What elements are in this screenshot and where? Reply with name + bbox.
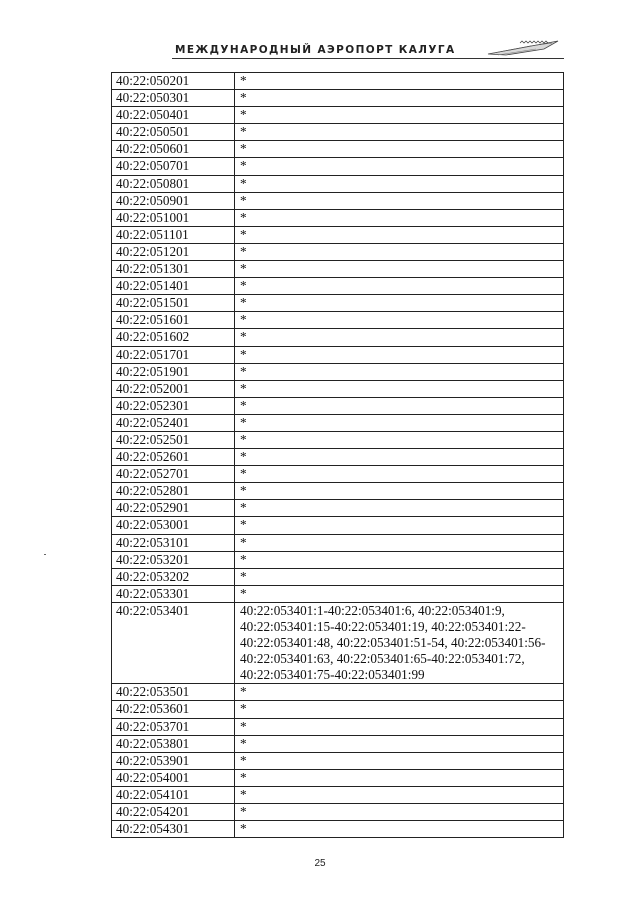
- table-row: [112, 107, 564, 124]
- value-cell: *: [235, 363, 564, 380]
- value-cell: *: [235, 312, 564, 329]
- value-cell: *: [235, 804, 564, 821]
- table-row: [112, 718, 564, 735]
- value-cell: *: [235, 769, 564, 786]
- cadastral-code-cell: 40:22:052701: [112, 466, 235, 483]
- value-cell: *: [235, 124, 564, 141]
- table-row: [112, 684, 564, 701]
- cadastral-code-cell: 40:22:053501: [112, 684, 235, 701]
- table-row: [112, 73, 564, 90]
- cadastral-code-cell: 40:22:052901: [112, 500, 235, 517]
- cadastral-code-cell: 40:22:053601: [112, 701, 235, 718]
- airport-logo-icon: [486, 38, 560, 60]
- table-row: [112, 346, 564, 363]
- table-row: [112, 209, 564, 226]
- value-cell: *: [235, 684, 564, 701]
- cadastral-code-cell: 40:22:053801: [112, 735, 235, 752]
- cadastral-code-cell: 40:22:053701: [112, 718, 235, 735]
- range-line: 40:22:053401:48, 40:22:053401:51-54, 40:22:053401:56-: [240, 635, 546, 651]
- cadastral-code-cell: 40:22:052301: [112, 397, 235, 414]
- cadastral-code-cell: 40:22:050801: [112, 175, 235, 192]
- range-line: 40:22:053401:63, 40:22:053401:65-40:22:053401:72,: [240, 651, 525, 667]
- value-cell: *: [235, 483, 564, 500]
- value-cell: *: [235, 500, 564, 517]
- table-row: [112, 261, 564, 278]
- table-row: [112, 568, 564, 585]
- cadastral-code-cell: 40:22:054001: [112, 769, 235, 786]
- value-cell: *: [235, 397, 564, 414]
- value-cell: *: [235, 380, 564, 397]
- table-row: [112, 312, 564, 329]
- value-cell: *: [235, 192, 564, 209]
- cadastral-code-cell: 40:22:051701: [112, 346, 235, 363]
- value-cell: *: [235, 786, 564, 803]
- table-row: [112, 752, 564, 769]
- cadastral-code-cell: 40:22:054201: [112, 804, 235, 821]
- value-cell: *: [235, 551, 564, 568]
- cadastral-code-cell: 40:22:051901: [112, 363, 235, 380]
- value-cell: *: [235, 329, 564, 346]
- header-divider: [172, 58, 564, 59]
- table-row: [112, 585, 564, 602]
- table-row: [112, 483, 564, 500]
- value-cell: *: [235, 718, 564, 735]
- page-number: 25: [314, 858, 326, 869]
- margin-mark: [44, 554, 46, 555]
- table-row: [112, 517, 564, 534]
- table-row: [112, 295, 564, 312]
- cadastral-code-cell: 40:22:050501: [112, 124, 235, 141]
- value-cell: *: [235, 466, 564, 483]
- cadastral-code-cell: 40:22:053101: [112, 534, 235, 551]
- cadastral-code-cell: 40:22:053301: [112, 585, 235, 602]
- table-row: [112, 804, 564, 821]
- table-row: [112, 124, 564, 141]
- cadastral-code-cell: 40:22:051602: [112, 329, 235, 346]
- table-row: [112, 329, 564, 346]
- table-row: [112, 243, 564, 260]
- value-cell: *: [235, 431, 564, 448]
- value-cell: *: [235, 158, 564, 175]
- value-cell: *: [235, 568, 564, 585]
- value-cell: *: [235, 346, 564, 363]
- table-row: [112, 500, 564, 517]
- value-cell: *: [235, 735, 564, 752]
- cadastral-code-cell: 40:22:051301: [112, 261, 235, 278]
- value-cell: *: [235, 90, 564, 107]
- table-row: [112, 735, 564, 752]
- cadastral-code-cell: 40:22:054101: [112, 786, 235, 803]
- table-row: [112, 786, 564, 803]
- table-row: [112, 397, 564, 414]
- value-cell: *: [235, 175, 564, 192]
- value-cell: *: [235, 141, 564, 158]
- table-row: [112, 414, 564, 431]
- cadastral-code-cell: 40:22:053001: [112, 517, 235, 534]
- table-row: [112, 701, 564, 718]
- table-row: [112, 769, 564, 786]
- cadastral-code-cell: 40:22:050901: [112, 192, 235, 209]
- table-row: [112, 175, 564, 192]
- table-row: [112, 821, 564, 838]
- value-cell: *: [235, 209, 564, 226]
- value-cell: *: [235, 821, 564, 838]
- range-line: 40:22:053401:75-40:22:053401:99: [240, 667, 425, 683]
- table-row: [112, 278, 564, 295]
- cadastral-code-cell: 40:22:052801: [112, 483, 235, 500]
- cadastral-code-cell: 40:22:051601: [112, 312, 235, 329]
- table-row: [112, 192, 564, 209]
- table-row: [112, 551, 564, 568]
- cadastral-code-cell: 40:22:051501: [112, 295, 235, 312]
- cadastral-code-cell: 40:22:051101: [112, 226, 235, 243]
- table-row: [112, 226, 564, 243]
- value-cell: *: [235, 585, 564, 602]
- value-cell: *: [235, 414, 564, 431]
- cadastral-code-cell: 40:22:053401: [112, 602, 235, 683]
- value-cell: *: [235, 73, 564, 90]
- value-cell: *: [235, 449, 564, 466]
- value-cell: *: [235, 226, 564, 243]
- value-cell-ranges: [235, 602, 564, 683]
- cadastral-code-cell: 40:22:051401: [112, 278, 235, 295]
- table-row-multiline: [112, 602, 564, 683]
- table-row: [112, 141, 564, 158]
- value-cell: *: [235, 278, 564, 295]
- table-row: [112, 466, 564, 483]
- cadastral-code-cell: 40:22:052501: [112, 431, 235, 448]
- cadastral-code-cell: 40:22:053201: [112, 551, 235, 568]
- cadastral-code-cell: 40:22:050201: [112, 73, 235, 90]
- cadastral-code-cell: 40:22:052601: [112, 449, 235, 466]
- value-cell: *: [235, 107, 564, 124]
- cadastral-code-cell: 40:22:050701: [112, 158, 235, 175]
- table-row: [112, 380, 564, 397]
- table-body: [112, 73, 564, 838]
- range-line: 40:22:053401:15-40:22:053401:19, 40:22:053401:22-: [240, 619, 526, 634]
- cadastral-code-cell: 40:22:053202: [112, 568, 235, 585]
- cadastral-code-cell: 40:22:051001: [112, 209, 235, 226]
- value-cell: *: [235, 701, 564, 718]
- table-row: [112, 431, 564, 448]
- range-line: 40:22:053401:1-40:22:053401:6, 40:22:053401:9,: [240, 602, 505, 618]
- cadastral-code-cell: 40:22:052401: [112, 414, 235, 431]
- cadastral-code-cell: 40:22:050401: [112, 107, 235, 124]
- table-row: [112, 449, 564, 466]
- table-row: [112, 158, 564, 175]
- cadastral-code-cell: 40:22:052001: [112, 380, 235, 397]
- cadastral-table: [111, 72, 564, 838]
- value-cell: *: [235, 534, 564, 551]
- value-cell: *: [235, 517, 564, 534]
- table-row: [112, 363, 564, 380]
- value-cell: *: [235, 752, 564, 769]
- table-row: [112, 90, 564, 107]
- cadastral-code-cell: 40:22:050601: [112, 141, 235, 158]
- header-title: МЕЖДУНАРОДНЫЙ АЭРОПОРТ КАЛУГА: [175, 44, 456, 56]
- table-row: [112, 534, 564, 551]
- cadastral-code-cell: 40:22:051201: [112, 243, 235, 260]
- value-cell: *: [235, 295, 564, 312]
- cadastral-code-cell: 40:22:053901: [112, 752, 235, 769]
- value-cell: *: [235, 261, 564, 278]
- cadastral-code-cell: 40:22:050301: [112, 90, 235, 107]
- cadastral-code-cell: 40:22:054301: [112, 821, 235, 838]
- value-cell: *: [235, 243, 564, 260]
